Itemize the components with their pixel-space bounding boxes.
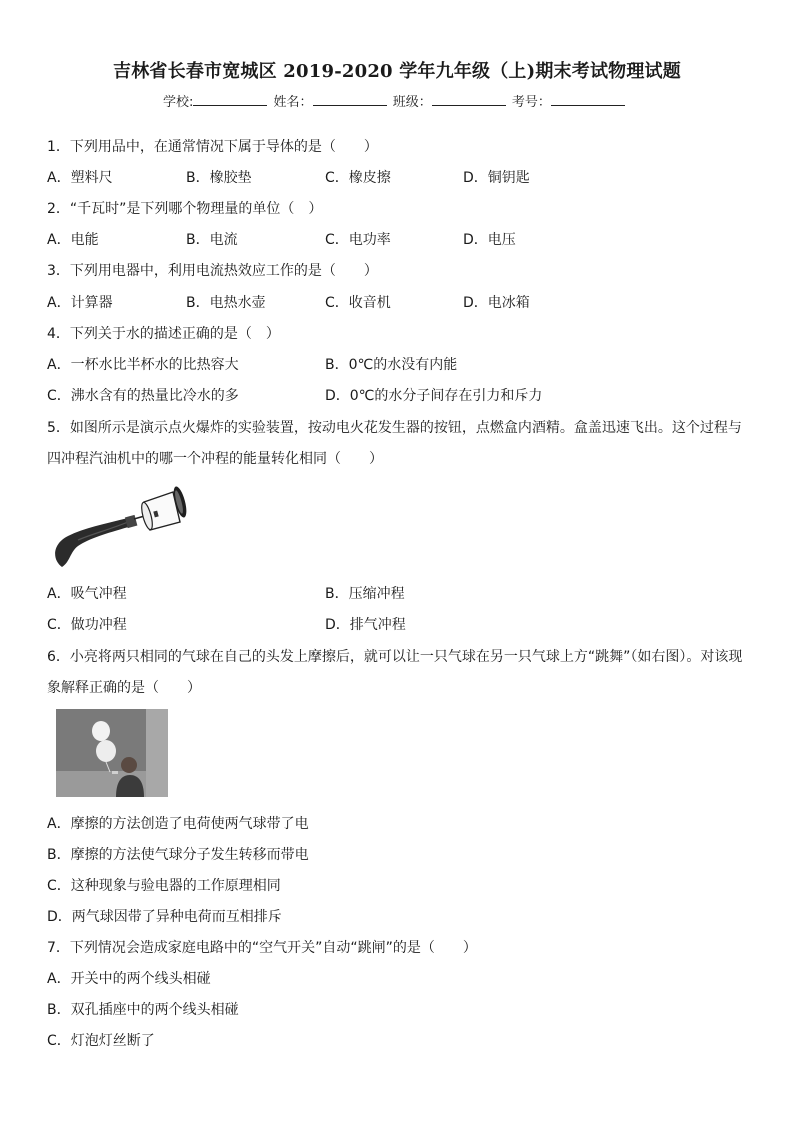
question-1-option-d[interactable]: D．铜钥匙 (463, 170, 530, 186)
question-4-option-a[interactable]: A．一杯水比半杯水的比热容大 (47, 357, 239, 373)
question-6-stem-line-1: 6．小亮将两只相同的气球在自己的头发上摩擦后，就可以让一只气球在另一只气球上方“跳舞”（如右图）。对该现 (47, 649, 743, 665)
name-label: 姓名： (273, 95, 313, 110)
question-3-option-d[interactable]: D．电冰箱 (463, 295, 530, 311)
question-1-option-c[interactable]: C．橡皮擦 (325, 170, 391, 186)
question-2-option-b[interactable]: B．电流 (186, 232, 238, 248)
question-1-option-a[interactable]: A．塑料尺 (47, 170, 113, 186)
question-6-stem-line-2: 象解释正确的是（ ） (47, 680, 201, 696)
question-4-option-c[interactable]: C．沸水含有的热量比冷水的多 (47, 388, 239, 404)
number-label: 考号： (511, 95, 551, 110)
question-2-stem: 2．“千瓦时”是下列哪个物理量的单位（ ） (47, 201, 323, 217)
question-4-option-d[interactable]: D．0℃的水分子间存在引力和斥力 (325, 388, 543, 404)
question-2-option-a[interactable]: A．电能 (47, 232, 99, 248)
question-7-option-a[interactable]: A．开关中的两个线头相碰 (47, 971, 211, 987)
question-1-stem: 1．下列用品中，在通常情况下属于导体的是（ ） (47, 139, 378, 155)
question-6-option-b[interactable]: B．摩擦的方法使气球分子发生转移而带电 (47, 847, 309, 863)
question-1-option-b[interactable]: B．橡胶垫 (186, 170, 252, 186)
school-blank[interactable] (193, 93, 267, 106)
question-5-stem-line-1: 5．如图所示是演示点火爆炸的实验装置，按动电火花发生器的按钮，点燃盒内酒精。盒盖迅速飞出。这个过程与 (47, 420, 742, 436)
question-6-option-a[interactable]: A．摩擦的方法创造了电荷使两气球带了电 (47, 816, 309, 832)
question-7-stem: 7．下列情况会造成家庭电路中的“空气开关”自动“跳闸”的是（ ） (47, 940, 477, 956)
question-5-option-b[interactable]: B．压缩冲程 (325, 586, 405, 602)
question-4-option-b[interactable]: B．0℃的水没有内能 (325, 357, 458, 373)
question-3-option-a[interactable]: A．计算器 (47, 295, 113, 311)
question-5-stem-line-2: 四冲程汽油机中的哪一个冲程的能量转化相同（ ） (47, 451, 383, 467)
question-6-option-c[interactable]: C．这种现象与验电器的工作原理相同 (47, 878, 281, 894)
exam-title: 吉林省长春市宽城区 2019-2020 学年九年级（上)期末考试物理试题 (113, 61, 681, 82)
question-2-option-c[interactable]: C．电功率 (325, 232, 391, 248)
question-5-option-d[interactable]: D．排气冲程 (325, 617, 406, 633)
school-label: 学校: (163, 95, 194, 110)
question-7-option-c[interactable]: C．灯泡灯丝断了 (47, 1033, 155, 1049)
number-blank[interactable] (551, 93, 625, 106)
class-label: 班级： (392, 95, 432, 110)
class-blank[interactable] (432, 93, 506, 106)
question-4-stem: 4．下列关于水的描述正确的是（ ） (47, 326, 280, 342)
question-3-option-b[interactable]: B．电热水壶 (186, 295, 266, 311)
question-6-option-d[interactable]: D．两气球因带了异种电荷而互相排斥 (47, 909, 282, 925)
question-5-option-a[interactable]: A．吸气冲程 (47, 586, 127, 602)
student-info-row (163, 91, 627, 110)
balloon-dance-photo (56, 709, 168, 797)
name-blank[interactable] (313, 93, 387, 106)
question-3-stem: 3．下列用电器中，利用电流热效应工作的是（ ） (47, 263, 378, 279)
question-7-option-b[interactable]: B．双孔插座中的两个线头相碰 (47, 1002, 239, 1018)
ignition-apparatus-figure (48, 480, 193, 572)
question-5-option-c[interactable]: C．做功冲程 (47, 617, 127, 633)
question-3-option-c[interactable]: C．收音机 (325, 295, 391, 311)
question-2-option-d[interactable]: D．电压 (463, 232, 516, 248)
